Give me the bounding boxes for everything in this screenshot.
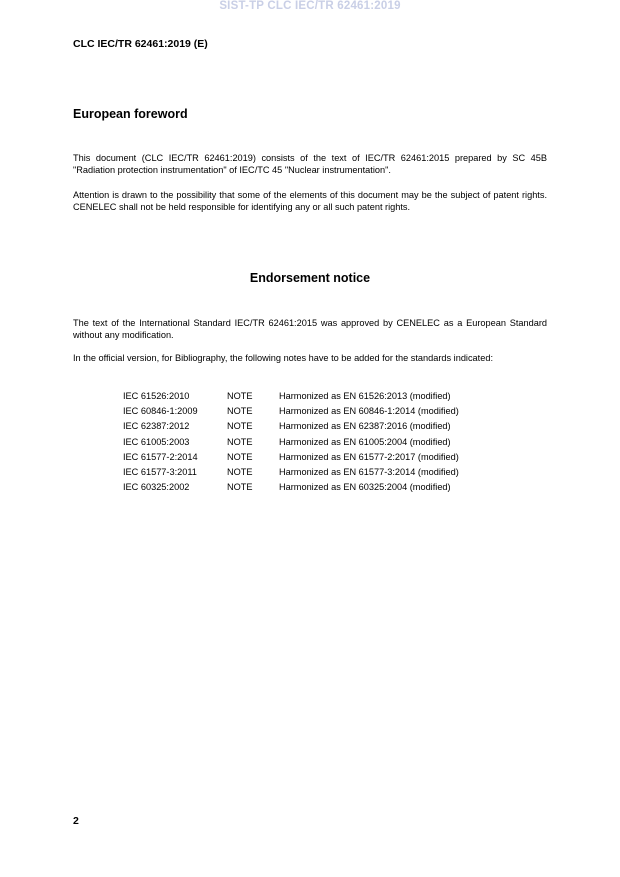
table-row [123,467,459,482]
table-row [123,437,459,452]
standard-id: IEC 62387:2012 [123,421,190,432]
table-row [123,406,459,421]
watermark: SIST-TP CLC IEC/TR 62461:2019 [219,0,401,12]
harmonized-text: Harmonized as EN 61526:2013 (modified) [279,391,451,401]
foreword-paragraph-2: Attention is drawn to the possibility that some of the elements of this document may be the subject of patent rights. CENELEC shall not be held responsible for identifying any or all such patent rights. [73,190,547,212]
harmonized-text: Harmonized as EN 61577-3:2014 (modified) [279,466,459,477]
standard-id: IEC 61577-3:2011 [123,466,197,477]
endorsement-paragraph-1: The text of the International Standard IEC/TR 62461:2015 was approved by CENELEC as a European Standard without any modification. [73,318,547,340]
table-row [123,391,459,406]
note-label: NOTE [227,406,253,417]
note-label: NOTE [227,391,253,401]
foreword-heading: European foreword [73,107,188,121]
note-label: NOTE [227,436,253,447]
harmonized-text: Harmonized as EN 60325:2004 (modified) [279,482,451,493]
document-header: CLC IEC/TR 62461:2019 (E) [73,38,208,50]
standard-id: IEC 61005:2003 [123,436,190,447]
note-label: NOTE [227,451,253,462]
standard-id: IEC 60325:2002 [123,482,190,493]
endorsement-paragraph-2: In the official version, for Bibliography, the following notes have to be added for the standards indicated: [73,353,493,363]
harmonized-text: Harmonized as EN 61577-2:2017 (modified) [279,451,459,462]
note-label: NOTE [227,466,253,477]
standard-id: IEC 61577-2:2014 [123,451,198,462]
endorsement-heading: Endorsement notice [249,271,371,285]
table-row [123,452,459,467]
bibliography-notes-table [123,391,459,497]
page-number: 2 [73,815,79,827]
harmonized-text: Harmonized as EN 60846-1:2014 (modified) [279,406,459,417]
note-label: NOTE [227,421,253,432]
foreword-paragraph-1: This document (CLC IEC/TR 62461:2019) consists of the text of IEC/TR 62461:2015 prepared by SC 45B "Radiation protection instrumentation" of IEC/TC 45 "Nuclear instrumentation". [73,153,547,175]
harmonized-text: Harmonized as EN 62387:2016 (modified) [279,421,451,432]
standard-id: IEC 61526:2010 [123,391,190,401]
harmonized-text: Harmonized as EN 61005:2004 (modified) [279,436,451,447]
table-row [123,421,459,436]
table-row [123,482,459,497]
note-label: NOTE [227,482,253,493]
standard-id: IEC 60846-1:2009 [123,406,198,417]
